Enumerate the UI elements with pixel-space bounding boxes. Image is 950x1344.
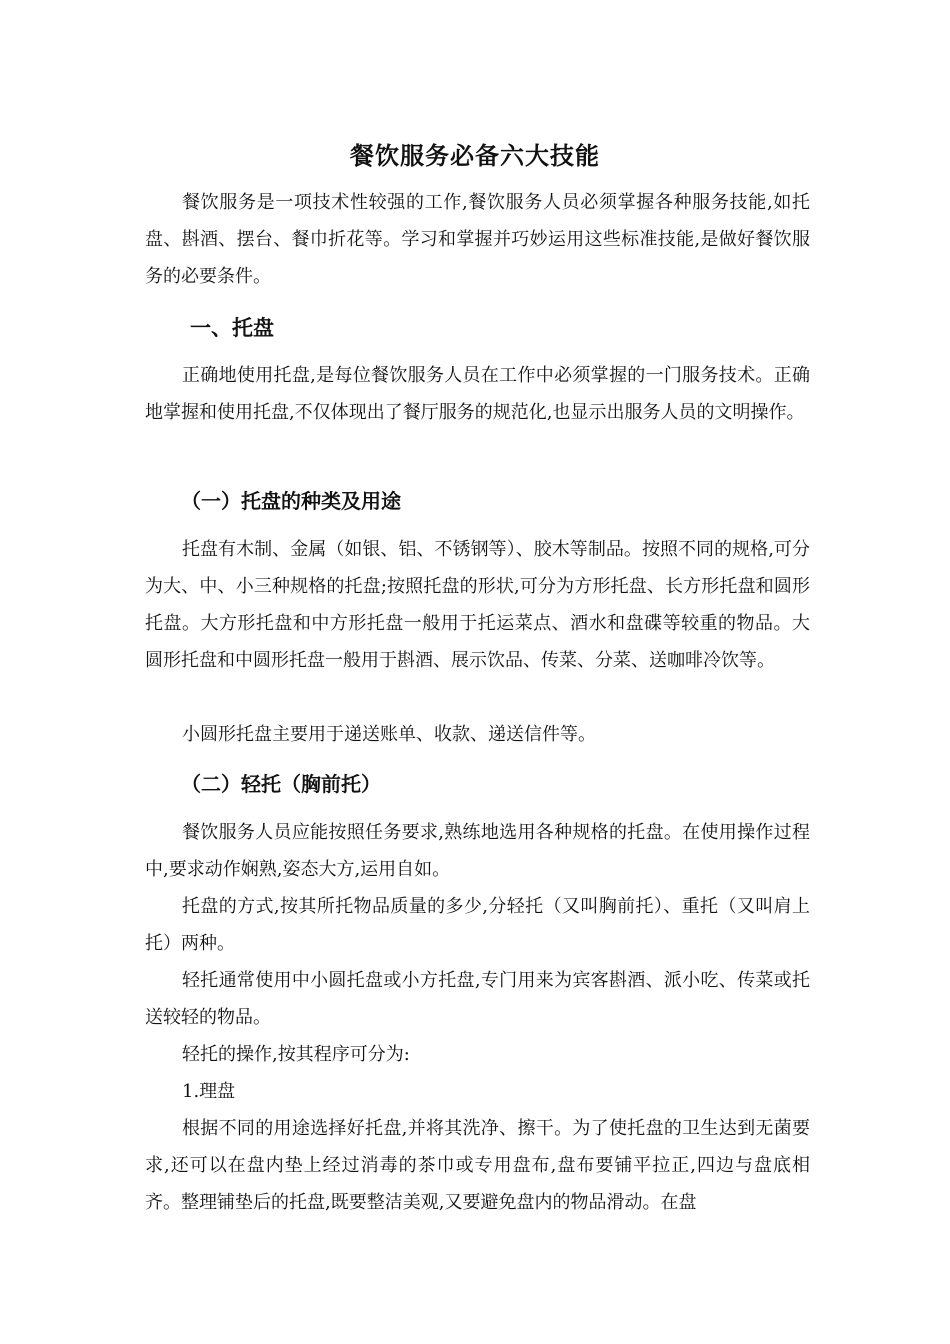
subsection-heading-light-carry: （二）轻托（胸前托） xyxy=(181,772,381,796)
light-carry-paragraph-2: 托盘的方式,按其所托物品质量的多少,分轻托（又叫胸前托）、重托（又叫肩上托）两种。 xyxy=(145,896,810,954)
light-carry-paragraph-1: 餐饮服务人员应能按照任务要求,熟练地选用各种规格的托盘。在使用操作过程中,要求动作娴熟,姿态大方,运用自如。 xyxy=(145,822,810,880)
tray-intro-paragraph: 正确地使用托盘,是每位餐饮服务人员在工作中必须掌握的一门服务技术。正确地掌握和使用托盘,不仅体现出了餐厅服务的规范化,也显示出服务人员的文明操作。 xyxy=(145,365,810,423)
light-carry-procedure-intro: 轻托的操作,按其程序可分为: xyxy=(182,1044,410,1065)
tray-types-paragraph: 托盘有木制、金属（如银、铝、不锈钢等）、胶木等制品。按照不同的规格,可分为大、中、小三种规格的托盘;按照托盘的形状,可分为方形托盘、长方形托盘和圆形托盘。大方形托盘和中方形托盘一般用于托运菜点、酒水和盘碟等较重的物品。大圆形托盘和中圆形托盘一般用于斟酒、展示饮品、传菜、分菜、送咖啡冷饮等。 xyxy=(145,539,810,671)
subsection-heading-tray-types: （一）托盘的种类及用途 xyxy=(181,489,401,513)
document-title: 餐饮服务必备六大技能 xyxy=(350,142,600,170)
light-carry-paragraph-3: 轻托通常使用中小圆托盘或小方托盘,专门用来为宾客斟酒、派小吃、传菜或托送较轻的物品。 xyxy=(145,970,810,1028)
intro-paragraph: 餐饮服务是一项技术性较强的工作,餐饮服务人员必须掌握各种服务技能,如托盘、斟酒、摆台、餐巾折花等。学习和掌握并巧妙运用这些标准技能,是做好餐饮服务的必要条件。 xyxy=(145,192,810,287)
arrange-tray-paragraph: 根据不同的用途选择好托盘,并将其洗净、擦干。为了使托盘的卫生达到无菌要求,还可以在盘内垫上经过消毒的茶巾或专用盘布,盘布要铺平拉正,四边与盘底相齐。整理铺垫后的托盘,既要整洁美观,又要避免盘内的物品滑动。在盘 xyxy=(145,1118,810,1213)
section-heading-tray: 一、托盘 xyxy=(190,316,274,340)
step-1-heading: 1.理盘 xyxy=(182,1081,236,1102)
small-round-tray-paragraph: 小圆形托盘主要用于递送账单、收款、递送信件等。 xyxy=(182,724,596,745)
